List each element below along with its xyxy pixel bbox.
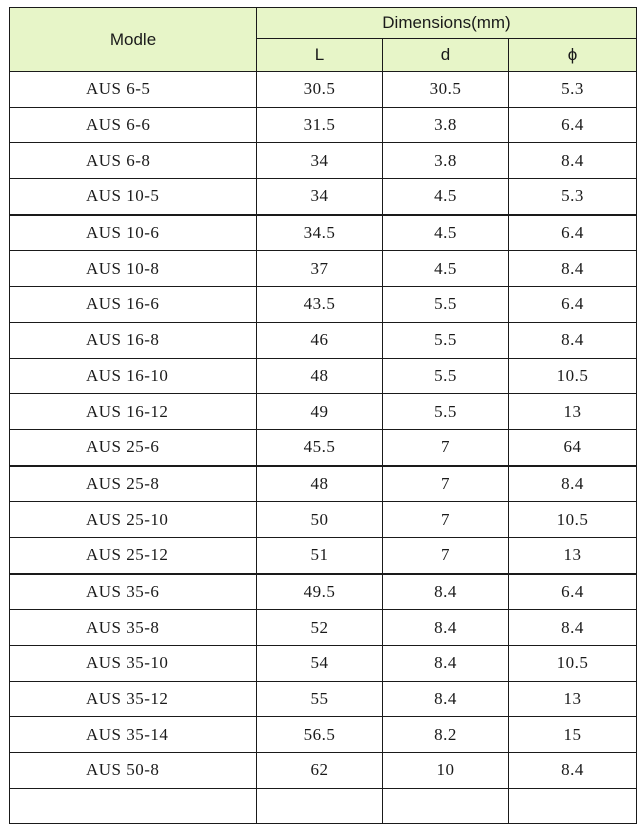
- table-row: [10, 502, 637, 538]
- d-cell: 3.8: [383, 107, 509, 143]
- phi-cell: 64: [509, 429, 637, 465]
- d-cell: 8.4: [383, 574, 509, 610]
- model-cell: AUS 35-6: [10, 574, 257, 610]
- L-cell: [257, 788, 383, 824]
- L-cell: 45.5: [257, 429, 383, 465]
- L-cell: 50: [257, 502, 383, 538]
- L-cell: 54: [257, 646, 383, 682]
- L-cell: 37: [257, 251, 383, 287]
- header-model: Modle: [10, 8, 257, 72]
- phi-cell: 10.5: [509, 502, 637, 538]
- L-cell: 49.5: [257, 574, 383, 610]
- phi-cell: 10.5: [509, 646, 637, 682]
- L-cell: 48: [257, 358, 383, 394]
- table-row: [10, 215, 637, 251]
- table-row: [10, 143, 637, 179]
- phi-cell: 8.4: [509, 251, 637, 287]
- d-cell: 7: [383, 429, 509, 465]
- d-cell: 4.5: [383, 251, 509, 287]
- phi-cell: 8.4: [509, 466, 637, 502]
- table-body: [10, 72, 637, 824]
- L-cell: 34: [257, 179, 383, 215]
- phi-cell: 8.4: [509, 610, 637, 646]
- model-cell: AUS 6-8: [10, 143, 257, 179]
- L-cell: 43.5: [257, 287, 383, 323]
- d-cell: 30.5: [383, 72, 509, 108]
- model-cell: AUS 25-12: [10, 537, 257, 573]
- table-row: [10, 574, 637, 610]
- phi-cell: 13: [509, 394, 637, 430]
- header-phi: ϕ: [509, 39, 637, 72]
- model-cell: AUS 10-6: [10, 215, 257, 251]
- L-cell: 52: [257, 610, 383, 646]
- table-row: [10, 681, 637, 717]
- d-cell: 7: [383, 537, 509, 573]
- d-cell: [383, 788, 509, 824]
- table-row: [10, 717, 637, 753]
- d-cell: 4.5: [383, 179, 509, 215]
- L-cell: 48: [257, 466, 383, 502]
- table-row: [10, 107, 637, 143]
- L-cell: 49: [257, 394, 383, 430]
- model-cell: AUS 10-5: [10, 179, 257, 215]
- table-row: [10, 753, 637, 789]
- table-row: [10, 610, 637, 646]
- phi-cell: 8.4: [509, 143, 637, 179]
- model-cell: AUS 50-8: [10, 753, 257, 789]
- table-row: [10, 179, 637, 215]
- d-cell: 4.5: [383, 215, 509, 251]
- phi-cell: 6.4: [509, 215, 637, 251]
- model-cell: AUS 10-8: [10, 251, 257, 287]
- L-cell: 55: [257, 681, 383, 717]
- L-cell: 56.5: [257, 717, 383, 753]
- phi-cell: 5.3: [509, 179, 637, 215]
- phi-cell: 8.4: [509, 322, 637, 358]
- d-cell: 5.5: [383, 394, 509, 430]
- d-cell: 5.5: [383, 358, 509, 394]
- table-row: [10, 429, 637, 465]
- phi-cell: 8.4: [509, 753, 637, 789]
- model-cell: AUS 16-10: [10, 358, 257, 394]
- table-row: [10, 466, 637, 502]
- d-cell: 8.4: [383, 610, 509, 646]
- model-cell: AUS 16-8: [10, 322, 257, 358]
- model-cell: AUS 16-6: [10, 287, 257, 323]
- table-row: [10, 646, 637, 682]
- phi-cell: 5.3: [509, 72, 637, 108]
- phi-cell: 13: [509, 681, 637, 717]
- L-cell: 31.5: [257, 107, 383, 143]
- model-cell: [10, 788, 257, 824]
- header-dimensions: Dimensions(mm): [257, 8, 637, 39]
- header-L: L: [257, 39, 383, 72]
- model-cell: AUS 16-12: [10, 394, 257, 430]
- d-cell: 3.8: [383, 143, 509, 179]
- table-row: [10, 322, 637, 358]
- phi-cell: 15: [509, 717, 637, 753]
- d-cell: 7: [383, 502, 509, 538]
- model-cell: AUS 6-6: [10, 107, 257, 143]
- table-row: [10, 394, 637, 430]
- table-row: [10, 358, 637, 394]
- phi-cell: [509, 788, 637, 824]
- model-cell: AUS 35-10: [10, 646, 257, 682]
- L-cell: 34.5: [257, 215, 383, 251]
- phi-cell: 10.5: [509, 358, 637, 394]
- d-cell: 8.2: [383, 717, 509, 753]
- model-cell: AUS 25-6: [10, 429, 257, 465]
- d-cell: 8.4: [383, 681, 509, 717]
- phi-cell: 6.4: [509, 107, 637, 143]
- phi-cell: 6.4: [509, 574, 637, 610]
- model-cell: AUS 25-10: [10, 502, 257, 538]
- d-cell: 7: [383, 466, 509, 502]
- model-cell: AUS 6-5: [10, 72, 257, 108]
- d-cell: 8.4: [383, 646, 509, 682]
- L-cell: 34: [257, 143, 383, 179]
- table-row: [10, 788, 637, 824]
- phi-cell: 13: [509, 537, 637, 573]
- L-cell: 30.5: [257, 72, 383, 108]
- dimensions-table: [9, 7, 637, 824]
- d-cell: 5.5: [383, 287, 509, 323]
- table-row: [10, 537, 637, 573]
- model-cell: AUS 35-14: [10, 717, 257, 753]
- model-cell: AUS 25-8: [10, 466, 257, 502]
- header-d: d: [383, 39, 509, 72]
- d-cell: 5.5: [383, 322, 509, 358]
- L-cell: 46: [257, 322, 383, 358]
- model-cell: AUS 35-12: [10, 681, 257, 717]
- table-row: [10, 72, 637, 108]
- d-cell: 10: [383, 753, 509, 789]
- phi-cell: 6.4: [509, 287, 637, 323]
- L-cell: 62: [257, 753, 383, 789]
- L-cell: 51: [257, 537, 383, 573]
- table-row: [10, 287, 637, 323]
- model-cell: AUS 35-8: [10, 610, 257, 646]
- table-row: [10, 251, 637, 287]
